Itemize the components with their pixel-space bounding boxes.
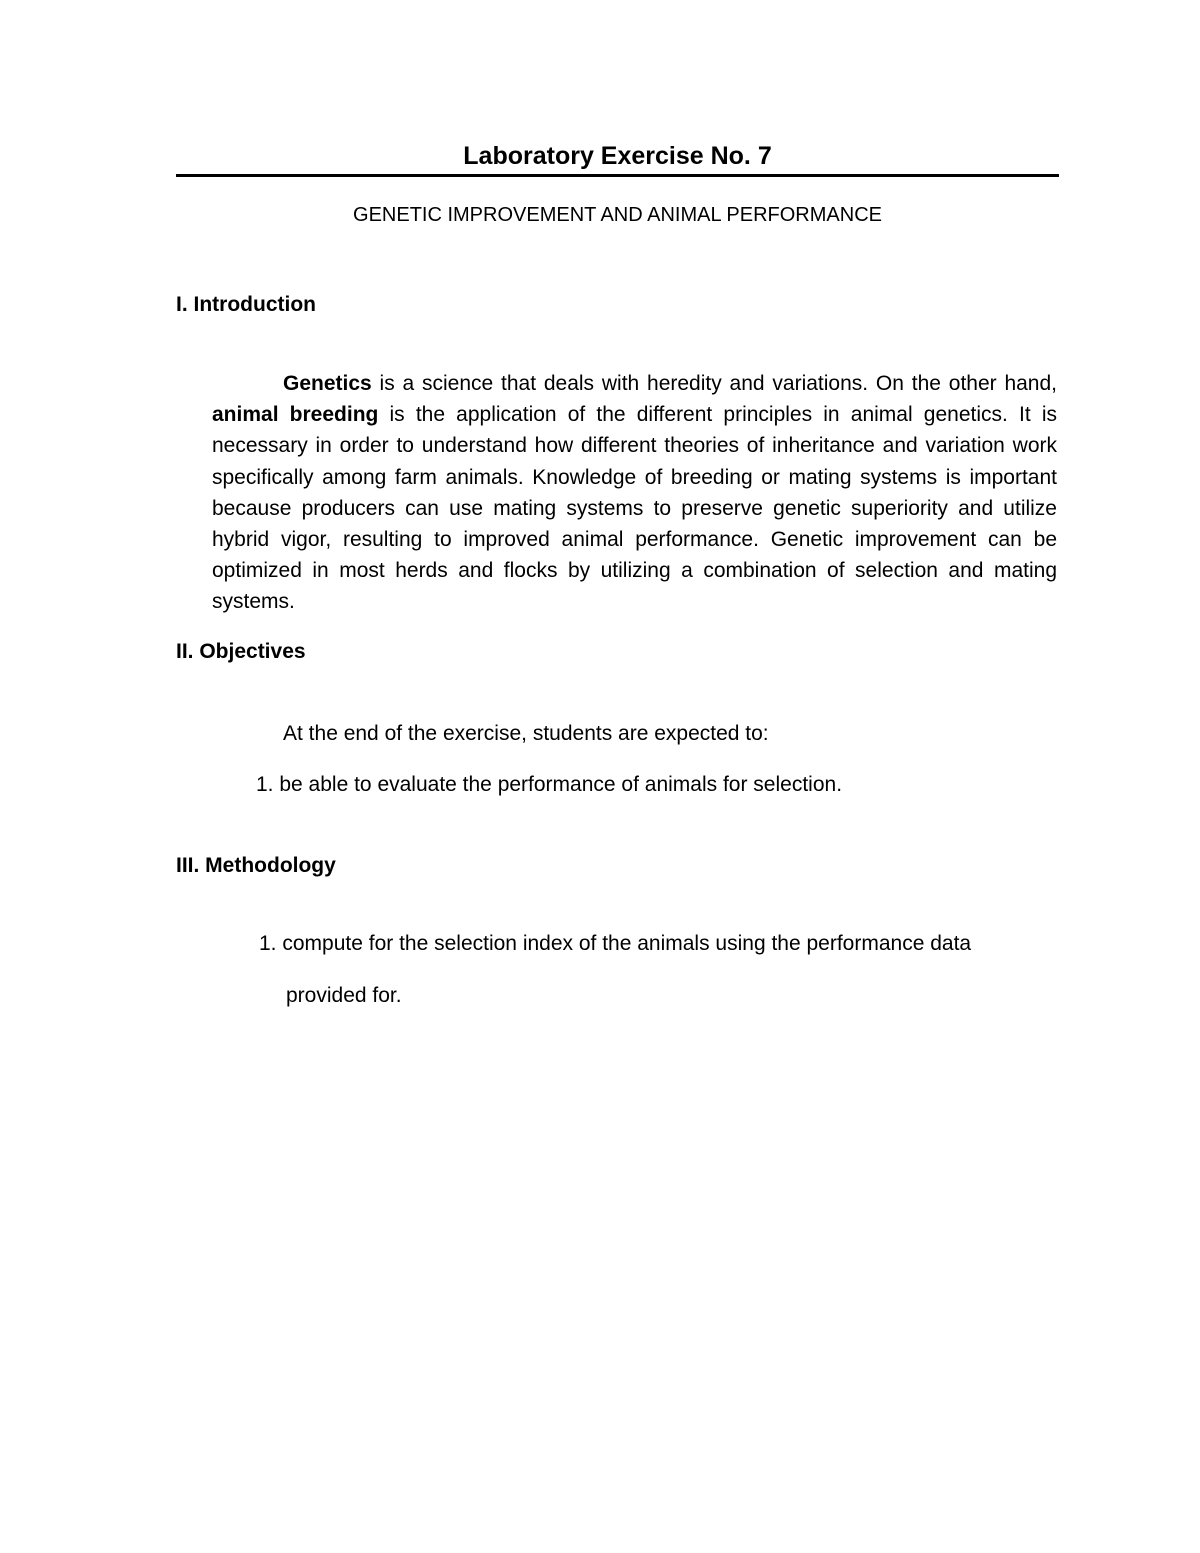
introduction-text-part-2: is the application of the different principles in animal genetics. It is necessary in order to understand how different theories of inheritance and variation work specifically among farm animals. Knowledge of breeding or mating systems is important because producers can use mating systems to preserve genetic superiority and utilize hybrid vigor, resulting to improved animal performance. Genetic improvement can be optimized in most herds and flocks by utilizing a combination of selection and mating systems. [212,403,1057,614]
methodology-heading: III. Methodology [176,854,336,877]
list-item-number: 1. [256,773,274,796]
methodology-list-item-continuation: provided for. [286,984,402,1007]
objectives-list-item [256,770,842,800]
introduction-paragraph [212,368,1057,618]
introduction-heading: I. Introduction [176,293,316,316]
methodology-list-item [259,929,971,959]
list-item-text: compute for the selection index of the animals using the performance data [282,932,972,955]
objectives-heading: II. Objectives [176,640,306,663]
page-subtitle: GENETIC IMPROVEMENT AND ANIMAL PERFORMANCE [353,204,882,226]
term-genetics: Genetics [283,372,372,395]
term-animal-breeding: animal breeding [212,403,379,427]
introduction-text-part-1: is a science that deals with heredity and variations. On the other hand, [371,372,1057,395]
list-item-text: be able to evaluate the performance of animals for selection. [279,773,843,796]
page-title: Laboratory Exercise No. 7 [463,142,772,170]
title-underline [176,174,1059,177]
objectives-lead: At the end of the exercise, students are expected to: [283,722,769,745]
list-item-number: 1. [259,932,277,955]
